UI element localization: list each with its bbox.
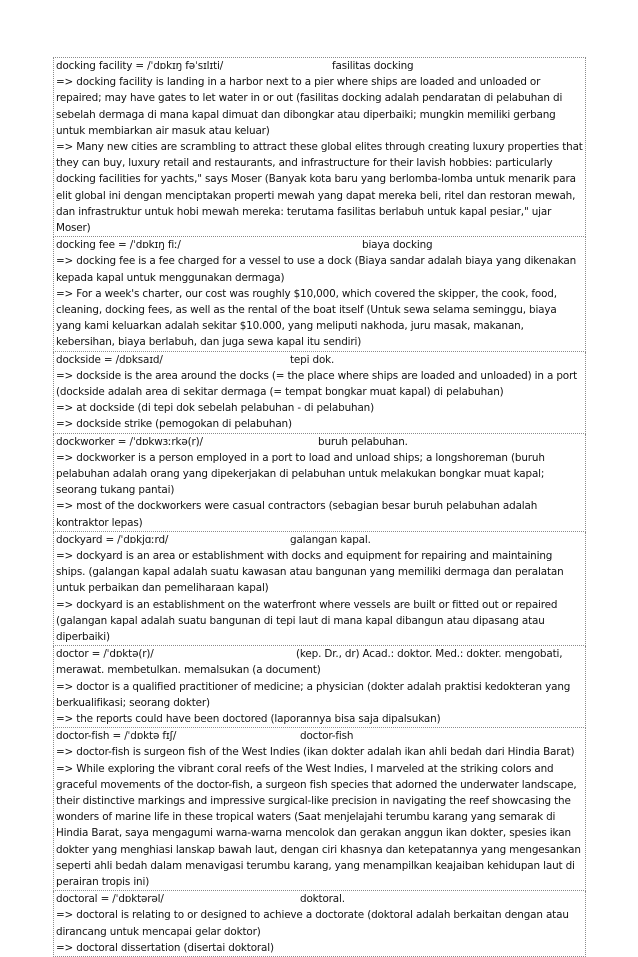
entry-translation: biaya docking [362, 239, 433, 252]
entry-term: dockworker = /ˈdɒkwɜːrkə(r)/ [56, 435, 203, 448]
entry-headword-line [56, 237, 583, 253]
entry-term: dockyard = /ˈdɒkjɑːrd/ [56, 533, 169, 546]
entry-example-line: => dockyard is an establishment on the waterfront where vessels are built or fitted out or repaired (galangan kapal adalah suatu bangunan di tepi laut di mana kapal dibangun atau dipasang atau diperbaiki) [56, 598, 558, 644]
entry-example-line: => at dockside (di tepi dok sebelah pelabuhan - di pelabuhan) [56, 402, 375, 415]
entry-example-line: => docking facility is landing in a harbor next to a pier where ships are loaded and unloaded or repaired; may have gates to let water in or out (fasilitas docking adalah pendaratan di pelabuhan di sebelah dermaga di mana kapal dimuat dan dibongkar atau diperbaiki; mungkin memiliki gerbang untuk membiarkan air masuk atau keluar) [56, 76, 563, 137]
entry-translation: tepi dok. [290, 353, 335, 366]
entry-term: doctoral = /ˈdɒktərəl/ [56, 893, 164, 906]
entry-headword-line [56, 434, 583, 450]
entry-example-line: => Many new cities are scrambling to attract these global elites through creating luxury properties that they can buy, luxury retail and restaurants, and infrastructure for their lavish hobbies: particularly docking facilities for yachts," says Moser (Banyak kota baru yang berlomba-lomba untuk menarik para elit global ini dengan menciptakan properti mewah yang dapat mereka beli, ritel dan restoran mewah, dan infrastruktur untuk hobi mewah mereka: terutama fasilitas berlabuh untuk kapal pesiar," ujar Moser) [56, 141, 583, 235]
dictionary-entry [53, 434, 586, 532]
entry-translation: (kep. Dr., dr) Acad.: doktor. Med.: dokter. mengobati, merawat. membetulkan. memalsukan (a document) [56, 648, 563, 677]
entry-example-line: => doctoral is relating to or designed to achieve a doctorate (doktoral adalah berkaitan dengan atau dirancang untuk mencapai gelar doktor) [56, 909, 569, 938]
entry-example-line: => While exploring the vibrant coral reefs of the West Indies, I marveled at the striking colors and graceful movements of the doctor-fish, a surgeon fish species that adorned the underwater landscape, their distinctive markings and impressive surgical-like precision in navigating the reef showcasing the wonders of marine life in these tropical waters (Saat menjelajahi terumbu karang yang semarak di Hindia Barat, saya mengagumi warna-warna mencolok dan gerakan anggun ikan dokter, spesies ikan dokter yang menghiasi lanskap bawah laut, dengan ciri khasnya dan ketepatannya yang mengesankan seperti ahli bedah dalam menavigasi terumbu karang, yang menampilkan keajaiban kehidupan laut di perairan tropis ini) [56, 762, 581, 889]
entry-translation: fasilitas docking [332, 60, 414, 72]
entry-headword-line [56, 891, 583, 907]
entry-example-line: => docking fee is a fee charged for a vessel to use a dock (Biaya sandar adalah biaya yang dikenakan kepada kapal untuk menggunakan dermaga) [56, 255, 577, 284]
dictionary-entry [53, 57, 586, 237]
entry-example-line: => dockyard is an area or establishment with docks and equipment for repairing and maintaining ships. (galangan kapal adalah suatu kawasan atau bangunan yang memiliki dermaga dan peralatan untuk perbaikan dan pemeliharaan kapal) [56, 550, 564, 595]
entry-example-line: => doctor-fish is surgeon fish of the West Indies (ikan dokter adalah ikan ahli bedah dari Hindia Barat) [56, 746, 575, 759]
entry-term: doctor-fish = /ˈdɒktə fɪʃ/ [56, 730, 177, 743]
entry-example-line: => most of the dockworkers were casual contractors (sebagian besar buruh pelabuhan adalah kontraktor lepas) [56, 500, 538, 529]
dictionary-entry [53, 237, 586, 351]
dictionary-entry [53, 728, 586, 891]
entry-headword-line [56, 58, 583, 74]
entry-term: docking facility = /ˈdɒkɪŋ fəˈsɪlɪti/ [56, 60, 224, 72]
entry-example-line: => For a week's charter, our cost was roughly $10,000, which covered the skipper, the cook, food, cleaning, docking fees, as well as the rental of the boat itself (Untuk sewa selama seminggu, biaya yang kami keluarkan adalah sekitar $10.000, yang meliputi nakhoda, juru masak, makanan, kebersihan, biaya berlabuh, dan juga sewa kapal itu sendiri) [56, 287, 557, 349]
entry-term: docking fee = /ˈdɒkɪŋ fiː/ [56, 239, 181, 252]
entry-term: dockside = /dɒksaɪd/ [56, 353, 163, 366]
entry-example-line: => doctor is a qualified practitioner of medicine; a physician (dokter adalah praktisi kedokteran yang berkualifikasi; seorang dokter) [56, 680, 571, 709]
entry-translation: galangan kapal. [290, 533, 371, 546]
entry-example-line: => the reports could have been doctored (laporannya bisa saja dipalsukan) [56, 713, 441, 726]
entry-headword-line [56, 646, 583, 678]
entry-example-line: => dockside strike (pemogokan di pelabuhan) [56, 418, 292, 431]
dictionary-entry [53, 532, 586, 646]
entry-translation: doctor-fish [300, 730, 354, 743]
dictionary-document [53, 57, 586, 957]
entry-headword-line [56, 728, 583, 744]
dictionary-entry [53, 891, 586, 957]
dictionary-entry [53, 352, 586, 434]
entry-example-line: => dockworker is a person employed in a port to load and unload ships; a longshoreman (buruh pelabuhan adalah orang yang dipekerjakan di pelabuhan untuk melakukan bongkar muat kapal; seorang tukang pantai) [56, 451, 545, 497]
entry-translation: buruh pelabuhan. [318, 435, 408, 448]
dictionary-entry [53, 646, 586, 728]
entry-headword-line [56, 532, 583, 548]
entry-headword-line [56, 352, 583, 368]
entry-term: doctor = /ˈdɒktə(r)/ [56, 648, 154, 661]
entry-example-line: => dockside is the area around the docks (= the place where ships are loaded and unloaded) in a port (dockside adalah area di sekitar dermaga (= tempat bongkar muat kapal) di pelabuhan) [56, 369, 578, 399]
entry-translation: doktoral. [300, 893, 345, 906]
entry-example-line: => doctoral dissertation (disertai doktoral) [56, 941, 274, 954]
